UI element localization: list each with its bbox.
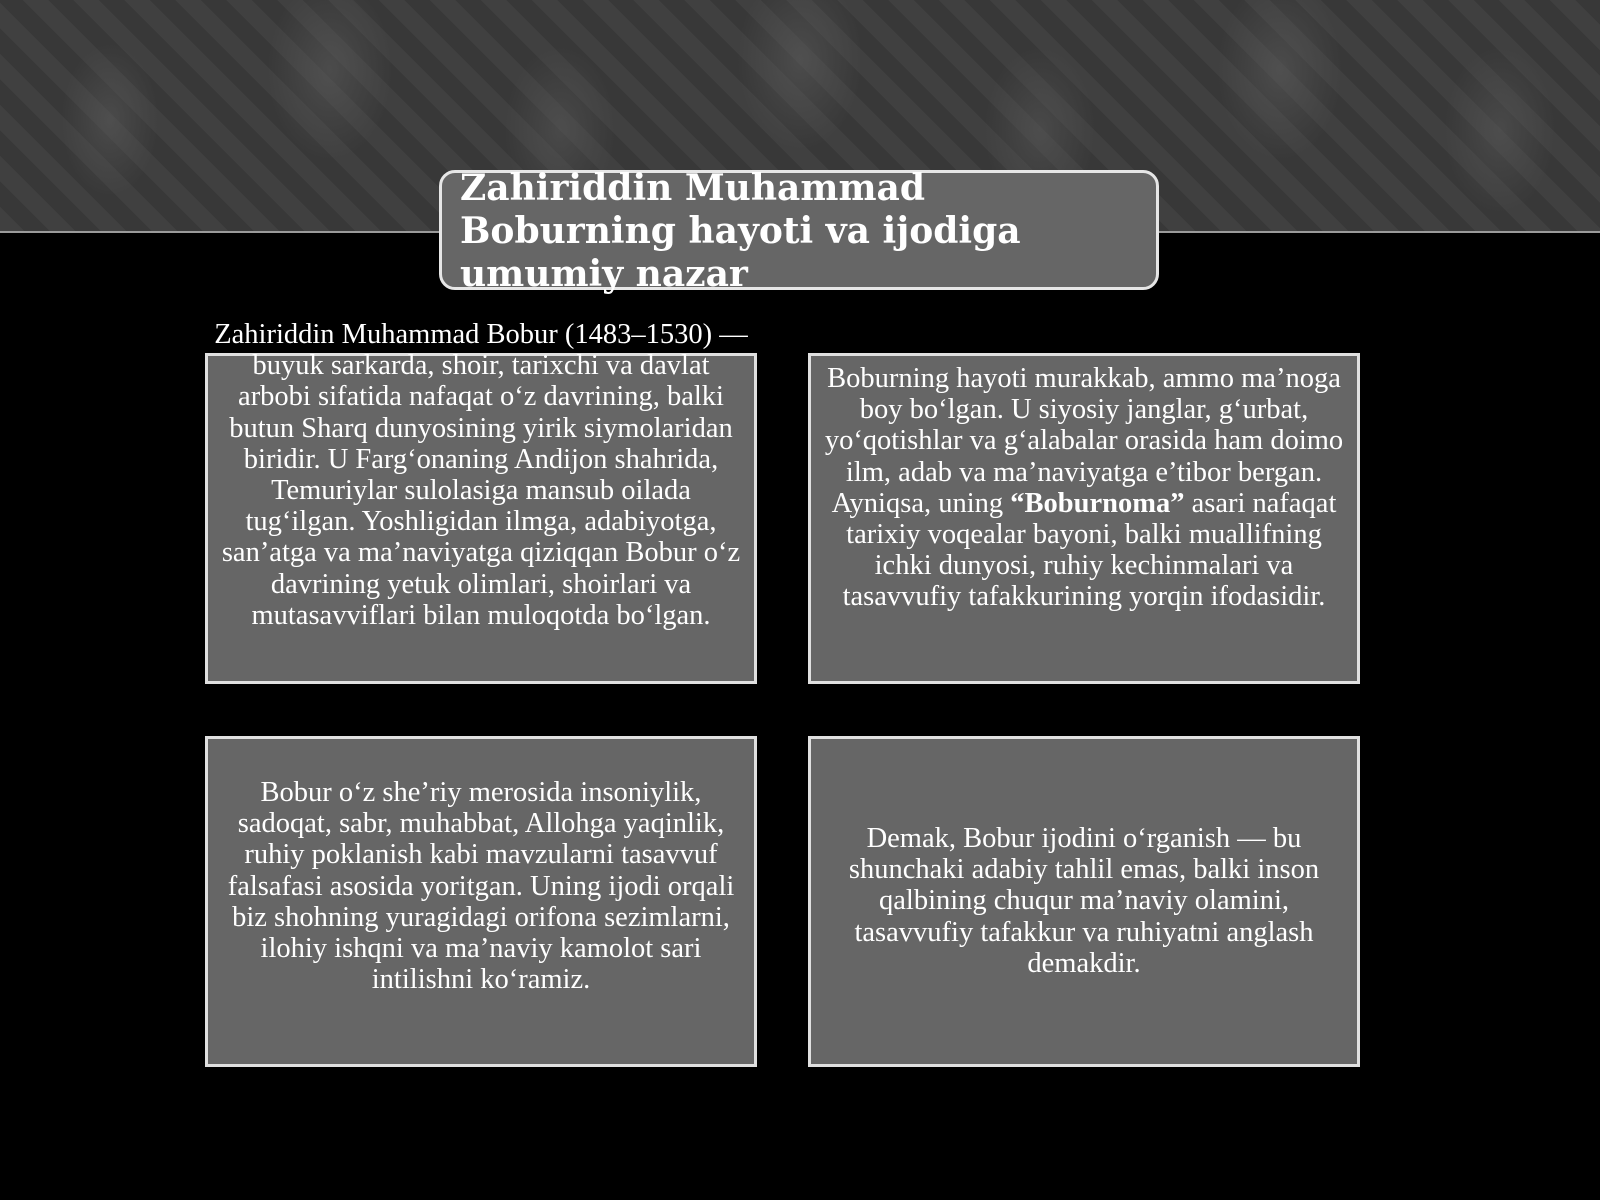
slide-title: Zahiriddin Muhammad Boburning hayoti va ijodiga umumiy nazar	[460, 167, 1021, 295]
card-life	[808, 353, 1360, 684]
card-conclusion-text: Demak, Bobur ijodini o‘rganish — bu shunchaki adabiy tahlil emas, balki inson qalbining chuqur ma’naviy olamini, tasavvufiy tafakkur va ruhiyatni anglash demakdir.	[848, 823, 1320, 979]
boburnoma-title: “Boburnoma”	[1010, 487, 1185, 519]
card-poetry	[205, 736, 757, 1067]
card-life-text-before: Boburning hayoti murakkab, ammo ma’noga boy bo‘lgan. U siyosiy janglar, g‘urbat, yo‘qotishlar va g‘alabalar orasida ham doimo ilm, adab va ma’naviyatga e’tibor bergan. Ayniqsa, uning	[824, 363, 1344, 519]
card-life-text-after: asari nafaqat tarixiy voqealar bayoni, balki muallifning ichki dunyosi, ruhiy kechinmalari va tasavvufiy tafakkurining yorqin ifodasidir.	[842, 487, 1337, 613]
card-biography	[205, 319, 757, 684]
card-poetry-text: Bobur o‘z she’riy merosida insoniylik, sadoqat, sabr, muhabbat, Allohga yaqinlik, ruhiy poklanish kabi mavzularni tasavvuf falsafasi asosida yoritgan. Uning ijodi orqali biz shohning yuragidagi orifona sezimlarni, ilohiy ishqni va ma’naviy kamolot sari intilishni ko‘ramiz.	[227, 777, 735, 996]
card-biography-text: Zahiriddin Muhammad Bobur (1483–1530) — buyuk sarkarda, shoir, tarixchi va davlat arbobi sifatida nafaqat o‘z davrining, balki butun Sharq dunyosining yirik siymolaridan biridir. U Farg‘onaning Andijon shahrida, Temuriylar sulolasiga mansub oilada tug‘ilgan. Yoshligidan ilmga, adabiyotga, san’atga va ma’naviyatga qiziqqan Bobur o‘z davrining yetuk olimlari, shoirlari va mutasavviflari bilan muloqotda bo‘lgan.	[214, 319, 748, 631]
card-conclusion	[808, 736, 1360, 1067]
card-life-text	[817, 363, 1351, 613]
title-box	[439, 167, 1159, 295]
